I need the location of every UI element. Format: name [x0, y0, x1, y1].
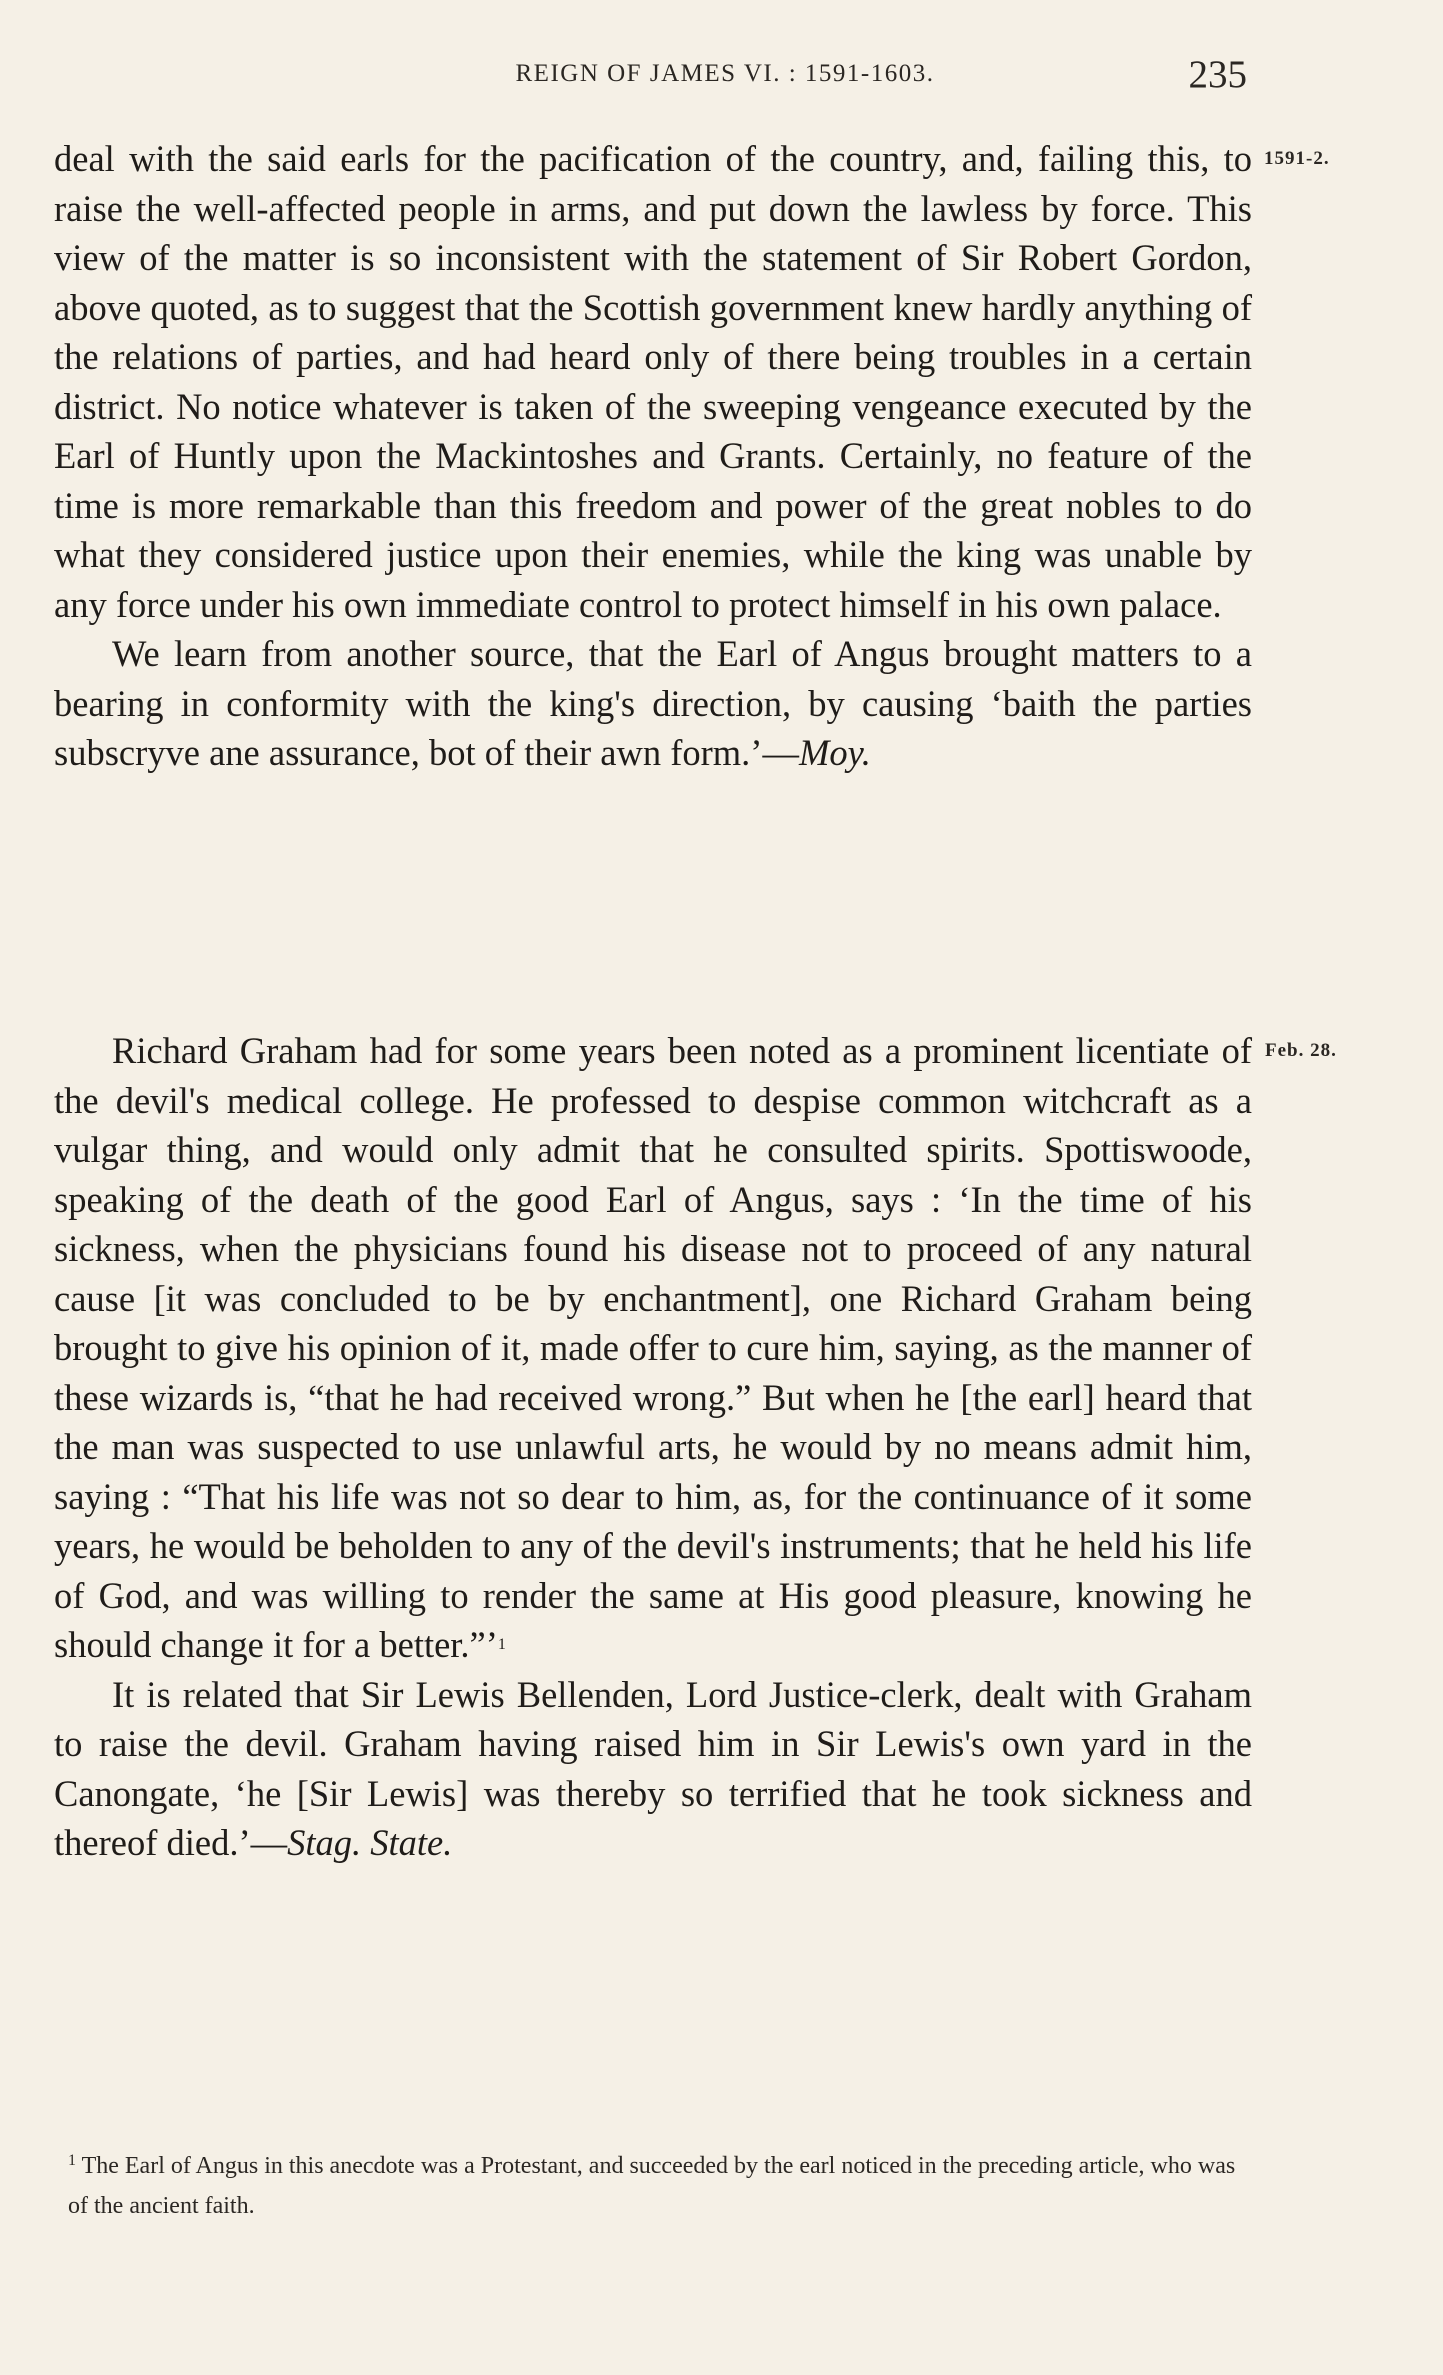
page-number: 235: [1188, 53, 1247, 96]
body-section-2: [54, 1026, 1252, 1868]
paragraph-3-text: Richard Graham had for some years been noted as a prominent licentiate of the devil's medical college. He professed to despise common witchcraft as a vulgar thing, and would only admit that he consulted spirits. Spottiswoode, speaking of the death of the good Earl of Angus, says : ‘In the time of his sickness, when the physicians found his disease not to proceed of any natural cause [it was concluded to be by enchantment], one Richard Graham being brought to give his opinion of it, made offer to cure him, saying, as the manner of these wizards is, “that he had received wrong.” But when he [the earl] heard that the man was suspected to use unlawful arts, he would by no means admit him, saying : “That his life was not so dear to him, as, for the continuance of it some years, he would be beholden to any of the devil's instruments; that he held his life of God, and was willing to render the same at His good pleasure, knowing he should change it for a better.”’: [54, 1030, 1252, 1665]
paragraph-4-text: It is related that Sir Lewis Bellenden, Lord Justice-clerk, dealt with Graham to raise the devil. Graham having raised him in Sir Lewis's own yard in the Canongate, ‘he [Sir Lewis] was thereby so terrified that he took sickness and thereof died.’—: [54, 1673, 1252, 1863]
paragraph-2-text: We learn from another source, that the Earl of Angus brought matters to a bearing in conformity with the king's direction, by causing ‘baith the parties subscryve ane assurance, bot of their awn form.’—: [54, 633, 1252, 773]
paragraph-3: [54, 1026, 1252, 1670]
footnote-reference: 1: [497, 1636, 506, 1653]
paragraph-4: [54, 1670, 1252, 1868]
body-section-1: [54, 134, 1252, 778]
running-head: REIGN OF JAMES VI. : 1591-1603.: [515, 60, 935, 87]
paragraph-2: [54, 629, 1252, 778]
paragraph-1: deal with the said earls for the pacification of the country, and, failing this, to raise the well-affected people in arms, and put down the lawless by force. This view of the matter is so inconsistent with the statement of Sir Robert Gordon, above quoted, as to suggest that the Scottish government knew hardly anything of the relations of parties, and had heard only of there being troubles in a certain district. No notice whatever is taken of the sweeping vengeance executed by the Earl of Huntly upon the Mackintoshes and Grants. Certainly, no feature of the time is more remarkable than this freedom and power of the great nobles to do what they considered justice upon their enemies, while the king was unable by any force under his own immediate control to protect himself in his own palace.: [54, 138, 1252, 625]
margin-note-date-2: Feb. 28.: [1265, 1040, 1337, 1061]
paragraph-4-source: Stag. State.: [287, 1822, 453, 1863]
margin-note-date-1: 1591-2.: [1264, 148, 1330, 169]
footnote-mark: 1: [68, 2152, 76, 2169]
footnote-text-wrapper: [68, 2141, 1260, 2226]
footnote-text: The Earl of Angus in this anecdote was a Protestant, and succeeded by the earl noticed in the preceding article, who was of the ancient faith.: [68, 2153, 1236, 2219]
paragraph-2-source: Moy.: [798, 732, 871, 773]
footnote: [68, 2141, 1260, 2226]
